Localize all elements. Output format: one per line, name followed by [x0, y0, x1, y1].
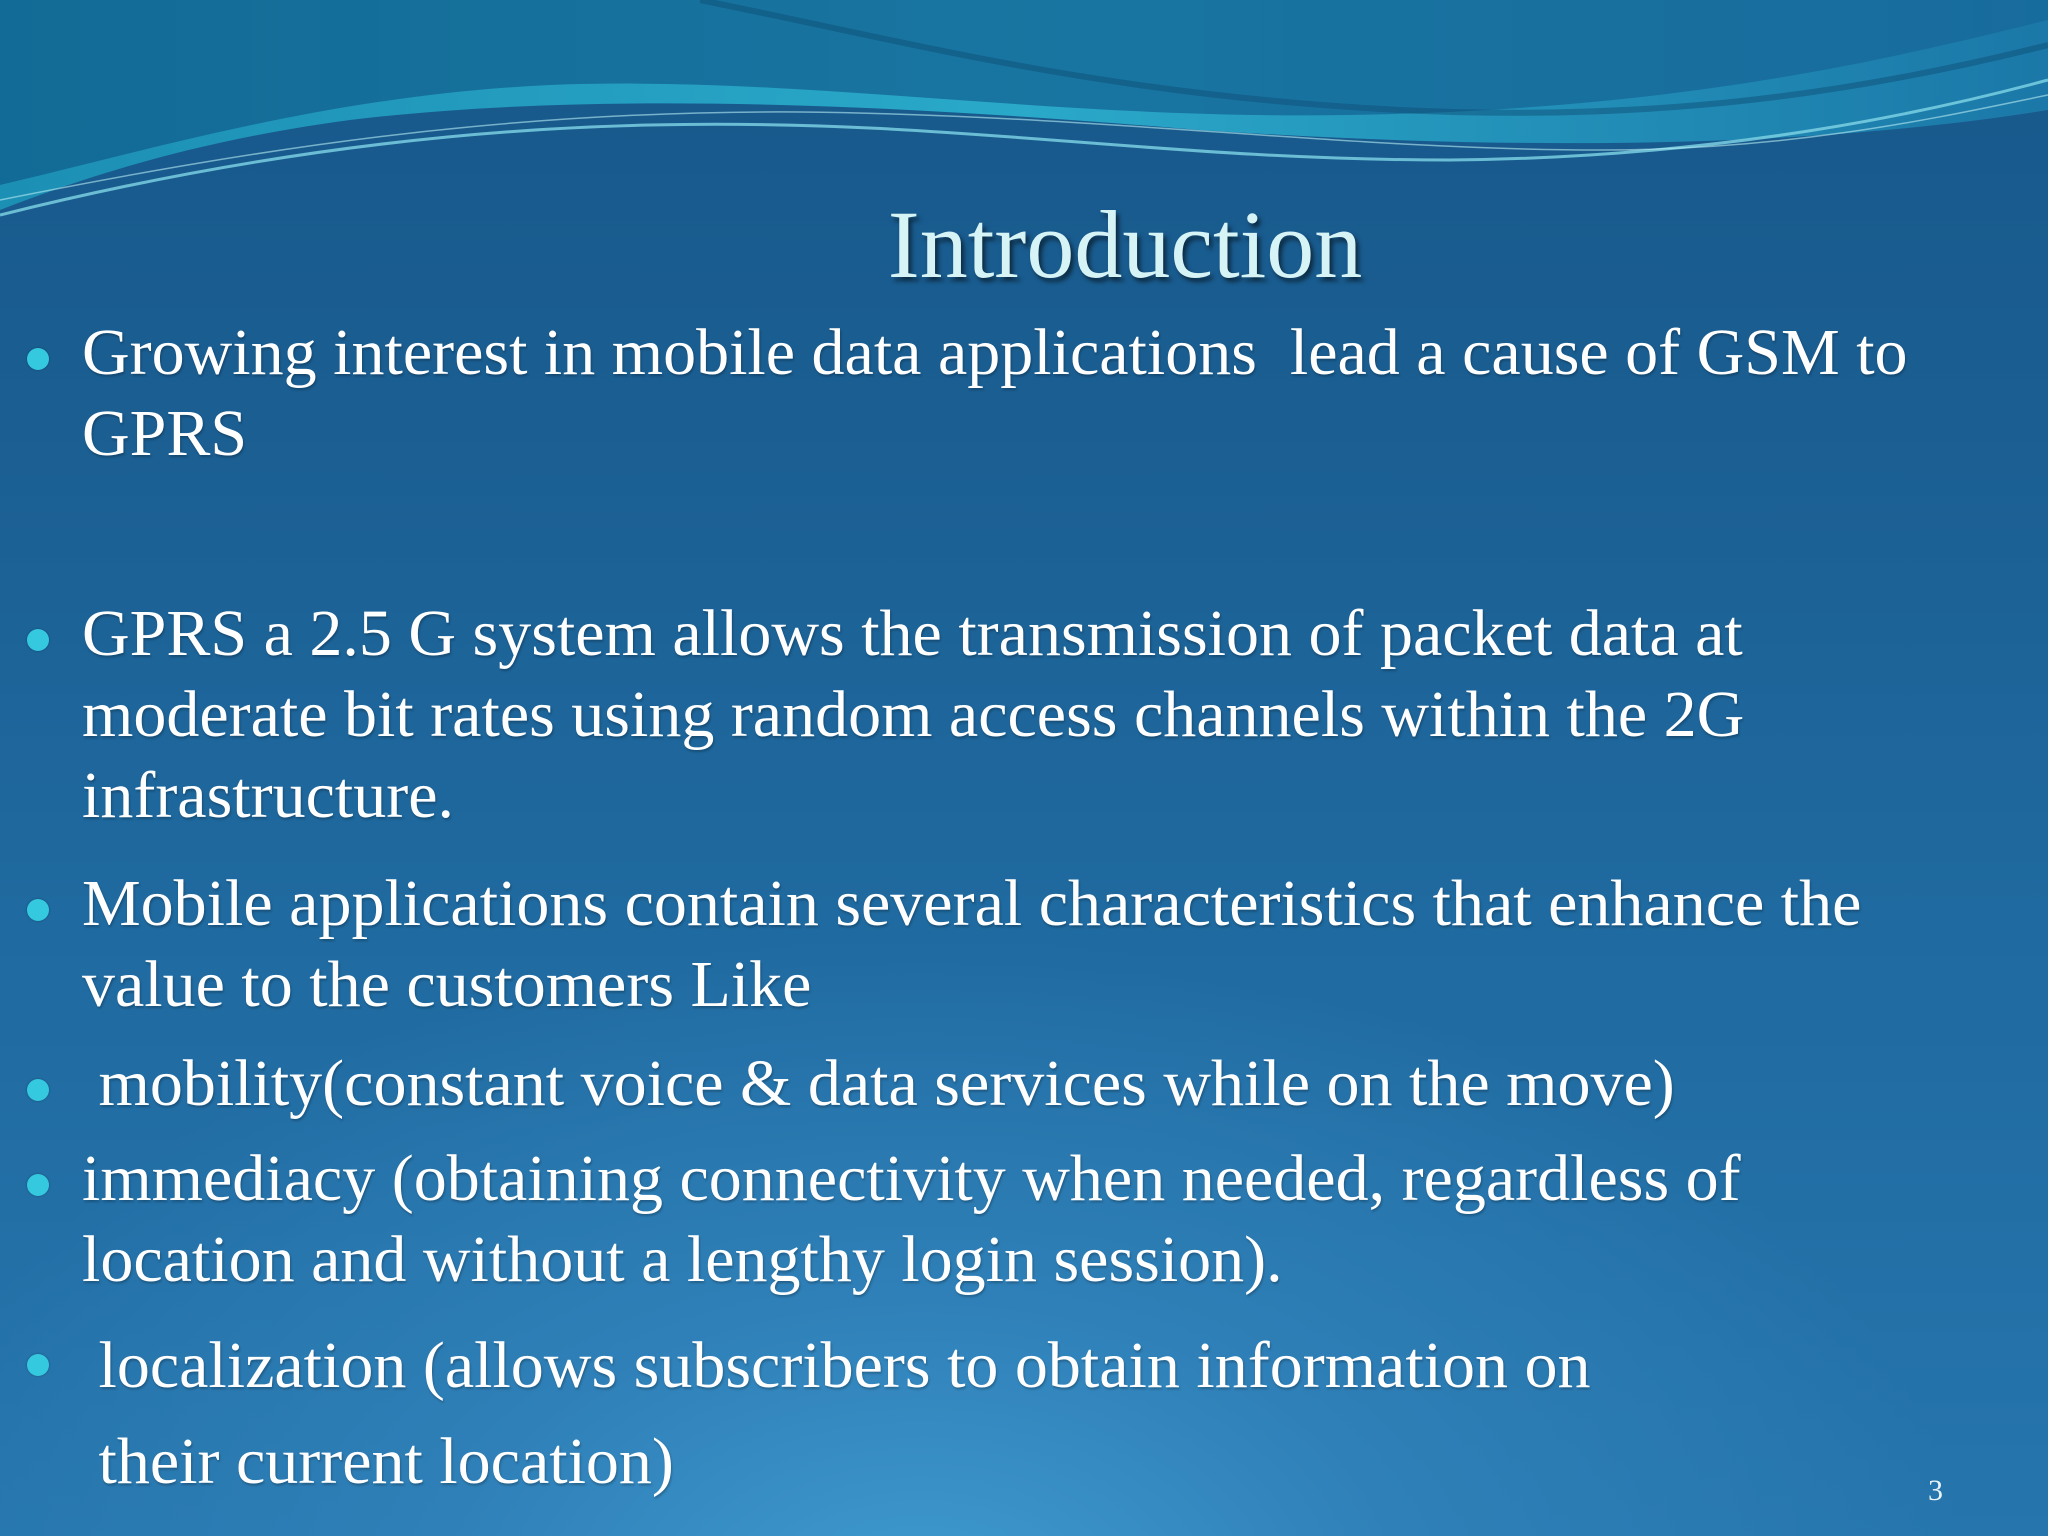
- bullet-text: mobility(constant voice & data services while on the move): [82, 1047, 1675, 1120]
- bullet-dot-icon: [27, 899, 49, 921]
- bullet-text: localization (allows subscribers to obtain information on their current location): [98, 1329, 1591, 1498]
- slide-title: Introduction: [887, 191, 1363, 298]
- slide-number: 3: [1928, 1474, 1943, 1507]
- bullet-dot-icon: [27, 348, 49, 370]
- bullet-dot-icon: [27, 1079, 49, 1101]
- bullet-text: immediacy (obtaining connectivity when needed, regardless of location and without a lengthy login session).: [82, 1142, 1741, 1296]
- bullet-text: Mobile applications contain several characteristics that enhance the value to the customers Like: [82, 867, 1862, 1021]
- bullet-text: GPRS a 2.5 G system allows the transmission of packet data at moderate bit rates using random access channels within the 2G infrastructure.: [82, 597, 1745, 832]
- bullet-dot-icon: [27, 1174, 49, 1196]
- bullet-dot-icon: [27, 1354, 49, 1376]
- bullet-dot-icon: [27, 629, 49, 651]
- bullet-text: Growing interest in mobile data applications lead a cause of GSM to GPRS: [82, 316, 1908, 470]
